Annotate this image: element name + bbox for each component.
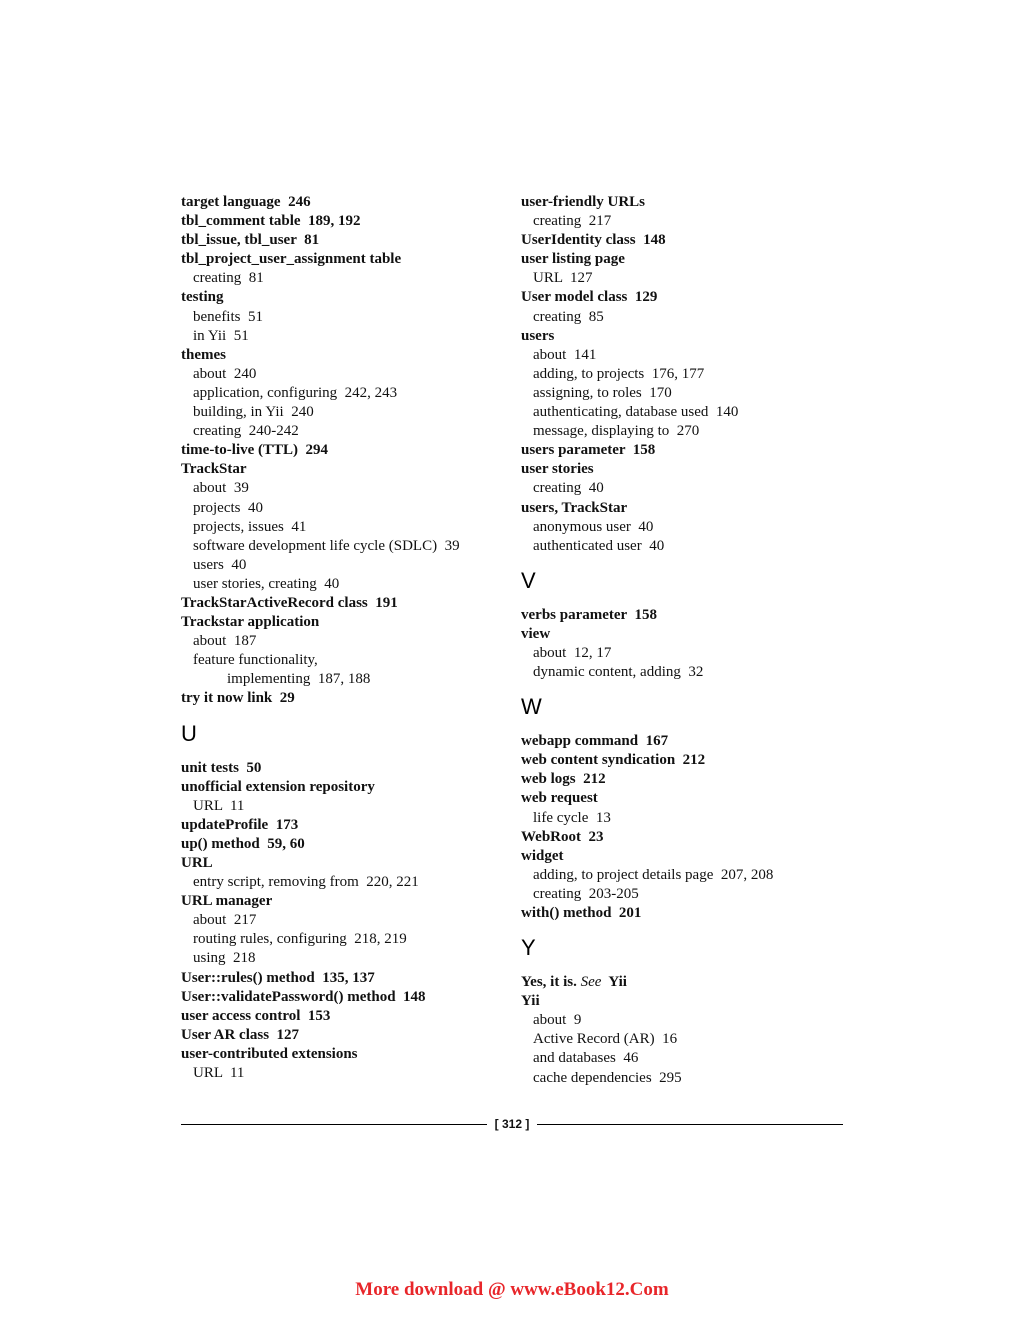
section-letter-heading: U: [181, 720, 197, 746]
index-entry: URL: [181, 855, 213, 871]
index-entry: user-friendly URLs: [521, 194, 646, 210]
index-entry: [521, 973, 851, 992]
index-subentry: dynamic content, adding 32: [533, 664, 704, 681]
index-subentry: about 217: [193, 912, 257, 929]
index-entry: webapp command 167: [521, 733, 669, 750]
index-subentry: authenticated user 40: [533, 537, 665, 554]
index-entry: widget: [521, 847, 564, 864]
index-entry: testing: [181, 289, 224, 306]
index-entry: User AR class 127: [181, 1026, 300, 1043]
index-subentry: in Yii 51: [193, 327, 249, 344]
index-entry: web logs 212: [521, 771, 606, 788]
index-entry: view: [521, 625, 551, 642]
index-entry: web content syndication 212: [521, 752, 706, 769]
index-subentry: adding, to project details page 207, 208: [533, 866, 774, 883]
index-subentry: anonymous user 40: [533, 518, 654, 535]
index-subentry: creating 40: [533, 480, 604, 497]
index-entry: unit tests 50: [181, 759, 262, 776]
index-column-left: [181, 193, 511, 1083]
index-subentry: creating 217: [533, 213, 612, 230]
index-subentry: URL 11: [193, 1065, 245, 1082]
index-subentry: application, configuring 242, 243: [193, 384, 398, 401]
index-subentry: routing rules, configuring 218, 219: [193, 931, 407, 948]
index-subentry: cache dependencies 295: [533, 1069, 682, 1086]
index-subentry: entry script, removing from 220, 221: [193, 874, 419, 891]
index-subentry: creating 203-205: [533, 885, 639, 902]
index-entry: URL manager: [181, 893, 273, 910]
index-subentry: implementing 187, 188: [227, 671, 371, 688]
index-entry: web request: [521, 790, 598, 807]
index-subentry: creating 240-242: [193, 423, 299, 440]
entry-text: Yes, it is.: [521, 974, 581, 991]
index-subentry: user stories, creating 40: [193, 575, 340, 592]
index-subentry: assigning, to roles 170: [533, 384, 672, 401]
index-subentry: feature functionality,: [193, 652, 318, 669]
index-entry: themes: [181, 346, 226, 363]
index-entry: up() method 59, 60: [181, 835, 305, 852]
footer-rule-left: [181, 1124, 487, 1125]
index-entry: Yii: [521, 993, 540, 1010]
index-subentry: creating 85: [533, 308, 604, 325]
index-subentry: URL 127: [533, 270, 593, 287]
index-entry: verbs parameter 158: [521, 606, 657, 623]
index-subentry: creating 81: [193, 270, 264, 287]
index-entry: Trackstar application: [181, 614, 320, 631]
index-subentry: URL 11: [193, 797, 245, 814]
index-entry: User::validatePassword() method 148: [181, 988, 426, 1005]
index-entry: WebRoot 23: [521, 828, 604, 845]
index-entry: time-to-live (TTL) 294: [181, 442, 329, 459]
index-entry: User::rules() method 135, 137: [181, 969, 375, 986]
see-target: Yii: [601, 974, 627, 991]
footer-rule-right: [537, 1124, 843, 1125]
index-subentry: and databases 46: [533, 1050, 639, 1067]
index-subentry: adding, to projects 176, 177: [533, 365, 705, 382]
index-subentry: life cycle 13: [533, 809, 611, 826]
page-footer: [181, 1115, 843, 1135]
index-subentry: users 40: [193, 556, 247, 573]
index-entry: tbl_project_user_assignment table: [181, 251, 402, 268]
see-reference: See: [580, 974, 602, 991]
index-subentry: authenticating, database used 140: [533, 404, 739, 421]
index-entry: TrackStar: [181, 461, 247, 478]
index-subentry: about 141: [533, 346, 597, 363]
index-entry: users, TrackStar: [521, 499, 628, 516]
download-banner-link[interactable]: More download @ www.eBook12.Com: [355, 1279, 669, 1300]
index-subentry: about 39: [193, 480, 249, 497]
page-number: [ 312 ]: [494, 1117, 530, 1131]
section-letter-heading: Y: [521, 935, 536, 961]
index-entry: TrackStarActiveRecord class 191: [181, 594, 398, 611]
index-entry: with() method 201: [521, 905, 642, 921]
index-subentry: using 218: [193, 950, 256, 967]
index-subentry: about 240: [193, 365, 257, 382]
index-entry: users parameter 158: [521, 442, 656, 459]
index-subentry: about 12, 17: [533, 644, 612, 661]
section-letter-heading: W: [521, 694, 542, 720]
index-entry: tbl_comment table 189, 192: [181, 213, 361, 230]
index-subentry: about 187: [193, 633, 257, 650]
index-subentry: building, in Yii 240: [193, 404, 314, 421]
index-entry: user stories: [521, 461, 594, 478]
index-column-right: [521, 193, 851, 1088]
index-entry: UserIdentity class 148: [521, 232, 666, 249]
index-subentry: Active Record (AR) 16: [533, 1031, 678, 1048]
index-subentry: projects 40: [193, 499, 263, 516]
index-entry: user-contributed extensions: [181, 1045, 358, 1062]
index-entry: user access control 153: [181, 1007, 331, 1024]
index-entry: updateProfile 173: [181, 816, 299, 833]
index-entry: unofficial extension repository: [181, 778, 375, 795]
index-subentry: software development life cycle (SDLC) 39: [193, 537, 460, 554]
index-subentry: about 9: [533, 1012, 582, 1029]
index-entry: tbl_issue, tbl_user 81: [181, 232, 320, 249]
index-entry: user listing page: [521, 251, 625, 268]
index-subentry: projects, issues 41: [193, 518, 307, 535]
index-entry: User model class 129: [521, 289, 658, 306]
index-entry: target language 246: [181, 194, 311, 210]
index-subentry: benefits 51: [193, 308, 263, 325]
index-entry: try it now link 29: [181, 690, 295, 707]
section-letter-heading: V: [521, 567, 536, 593]
index-subentry: message, displaying to 270: [533, 423, 700, 440]
index-entry: users: [521, 327, 555, 344]
